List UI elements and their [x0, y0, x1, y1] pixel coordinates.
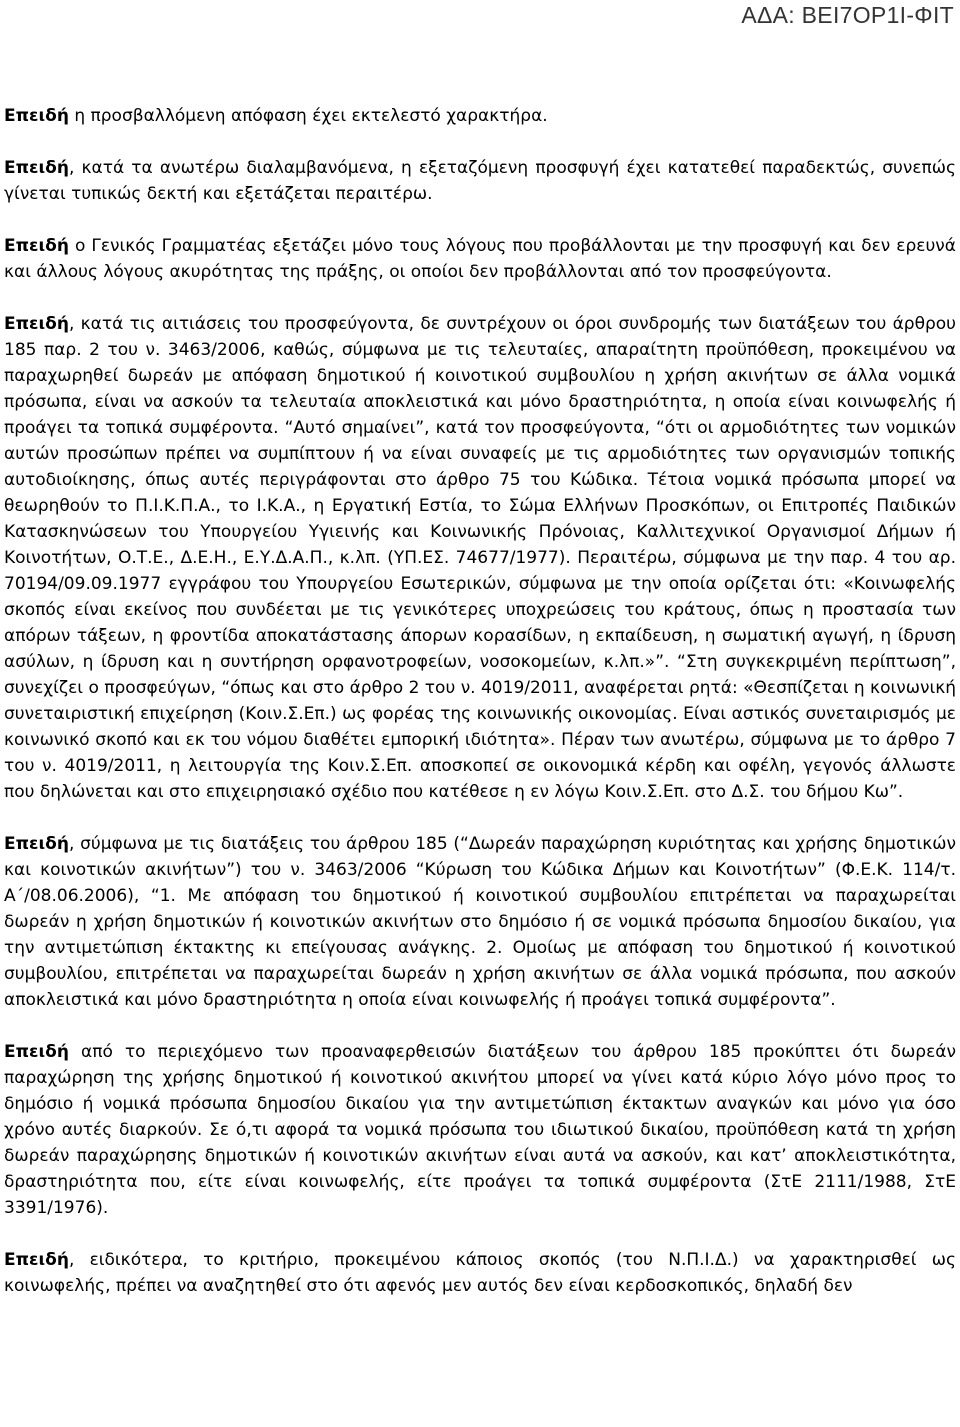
paragraph-lead: Επειδή	[4, 106, 69, 126]
paragraph-lead: Επειδή	[4, 1042, 69, 1062]
ada-code: ΑΔΑ: ΒΕΙ7ΟΡ1Ι-ΦΙΤ	[741, 2, 954, 28]
paragraph-text: από το περιεχόμενο των προαναφερθεισών διατάξεων του άρθρου 185 προκύπτει ότι δωρεάν παραχώρηση της χρήσης δημοτικού ή κοινοτικού ακινήτου μπορεί να γίνει κατά κύριο λόγο μόνο προς το δημόσιο ή νομικά πρόσωπα δημοσίου δικαίου για την αντιμετώπιση έκτακτων αναγκών και μόνο για όσο χρόνο αυτές διαρκούν. Σε ό,τι αφορά τα νομικά πρόσωπα του ιδιωτικού δικαίου, προϋπόθεση κατά τη χρήση δωρεάν παραχώρησης δημοτικών ή κοινοτικών ακινήτων είναι αυτά να ασκούν, και κατ’ αποκλειστικότητα, δραστηριότητα που, είτε είναι κοινωφελής, είτε προάγει τα τοπικά συμφέροντα (ΣτΕ 2111/1988, ΣτΕ 3391/1976).	[4, 1042, 956, 1218]
paragraph-text: , κατά τα ανωτέρω διαλαμβανόμενα, η εξεταζόμενη προσφυγή έχει κατατεθεί παραδεκτώς, συνεπώς γίνεται τυπικώς δεκτή και εξετάζεται περαιτέρω.	[4, 158, 956, 204]
paragraph-text: , σύμφωνα με τις διατάξεις του άρθρου 185 (“Δωρεάν παραχώρηση κυριότητας και χρήσης δημοτικών και κοινοτικών ακινήτων”) του ν. 3463/2006 “Κύρωση του Κώδικα Δήμων και Κοινοτήτων” (Φ.Ε.Κ. 114/τ. Α΄/08.06.2006), “1. Με απόφαση του δημοτικού ή κοινοτικού συμβουλίου επιτρέπεται να παραχωρείται δωρεάν η χρήση δημοτικών ή κοινοτικών ακινήτων στο δημόσιο ή σε νομικά πρόσωπα δημοσίου δικαίου, για την αντιμετώπιση έκτακτης κι επείγουσας ανάγκης. 2. Ομοίως με απόφαση του δημοτικού ή κοινοτικού συμβουλίου, επιτρέπεται να παραχωρείται δωρεάν η χρήση ακινήτων σε άλλα νομικά πρόσωπα, που ασκούν αποκλειστικά και μόνο δραστηριότητα η οποία είναι κοινωφελής ή προάγει τοπικά συμφέροντα”.	[4, 834, 956, 1010]
paragraph-executive-nature	[4, 103, 956, 129]
document-body	[4, 103, 956, 1299]
paragraph-text: η προσβαλλόμενη απόφαση έχει εκτελεστό χαρακτήρα.	[68, 106, 548, 126]
paragraph-article-185	[4, 831, 956, 1013]
paragraph-text: , ειδικότερα, το κριτήριο, προκειμένου κάποιος σκοπός (του Ν.Π.Ι.Δ.) να χαρακτηρισθεί ως κοινωφελής, πρέπει να αναζητηθεί στο ότι αφενός μεν αυτός δεν είναι κερδοσκοπικός, δηλαδή δεν	[4, 1250, 956, 1296]
paragraph-lead: Επειδή	[4, 236, 69, 256]
paragraph-public-benefit-criterion	[4, 1247, 956, 1299]
paragraph-lead: Επειδή	[4, 834, 69, 854]
paragraph-admissibility	[4, 155, 956, 207]
paragraph-text: ο Γενικός Γραμματέας εξετάζει μόνο τους λόγους που προβάλλονται με την προσφυγή και δεν ερευνά και άλλους λόγους ακυρότητας της πράξης, οι οποίοι δεν προβάλλονται από τον προσφεύγοντα.	[4, 236, 956, 282]
paragraph-scope-of-review	[4, 233, 956, 285]
paragraph-lead: Επειδή	[4, 1250, 69, 1270]
paragraph-interpretation	[4, 1039, 956, 1221]
paragraph-lead: Επειδή	[4, 158, 69, 178]
paragraph-appellant-claims	[4, 311, 956, 805]
paragraph-text: , κατά τις αιτιάσεις του προσφεύγοντα, δε συντρέχουν οι όροι συνδρομής των διατάξεων του άρθρου 185 παρ. 2 του ν. 3463/2006, καθώς, σύμφωνα με τις τελευταίες, απαραίτητη προϋπόθεση, προκειμένου να παραχωρηθεί δωρεάν με απόφαση δημοτικού ή κοινοτικού συμβουλίου η χρήση ακινήτων σε άλλα νομικά πρόσωπα, είναι να ασκούν τα τελευταία αποκλειστικά και μόνο δραστηριότητα, η οποία είναι κοινωφελής ή προάγει τα τοπικά συμφέροντα. “Αυτό σημαίνει”, κατά τον προσφεύγοντα, “ότι οι αρμοδιότητες των νομικών αυτών προσώπων πρέπει να συμπίπτουν ή να είναι συναφείς με τις αρμοδιότητες των οργανισμών τοπικής αυτοδιοίκησης, όπως αυτές περιγράφονται στο άρθρο 75 του Κώδικα. Τέτοια νομικά πρόσωπα μπορεί να θεωρηθούν το Π.Ι.Κ.Π.Α., το Ι.Κ.Α., η Εργατική Εστία, το Σώμα Ελλήνων Προσκόπων, οι Επιτροπές Παιδικών Κατασκηνώσεων του Υπουργείου Υγιεινής και Κοινωνικής Πρόνοιας, Καλλιτεχνικοί Οργανισμοί Δήμων ή Κοινοτήτων, Ο.Τ.Ε., Δ.Ε.Η., Ε.Υ.Δ.Α.Π., κ.λπ. (ΥΠ.ΕΣ. 74677/1977). Περαιτέρω, σύμφωνα με την παρ. 4 του αρ. 70194/09.09.1977 εγγράφου του Υπουργείου Εσωτερικών, σύμφωνα με την οποία ορίζεται ότι: «Κοινωφελής σκοπός είναι εκείνος που συνδέεται με τις γενικότερες υποχρεώσεις του κράτους, όπως η προστασία των απόρων τάξεων, η φροντίδα αποκατάστασης άπορων κορασίδων, η εκπαίδευση, η σωματική αγωγή, η ίδρυση ασύλων, η ίδρυση και η συντήρηση ορφανοτροφείων, νοσοκομείων, κ.λπ.»”. “Στη συγκεκριμένη περίπτωση”, συνεχίζει ο προσφεύγων, “όπως και στο άρθρο 2 του ν. 4019/2011, αναφέρεται ρητά: «Θεσπίζεται η κοινωνική συνεταιριστική επιχείρηση (Κοιν.Σ.Επ.) ως φορέας της κοινωνικής οικονομίας. Είναι αστικός συνεταιρισμός με κοινωνικό σκοπό και εκ του νόμου διαθέτει εμπορική ιδιότητα». Πέραν των ανωτέρω, σύμφωνα με το άρθρο 7 του ν. 4019/2011, η λειτουργία της Κοιν.Σ.Επ. αποσκοπεί σε οικονομικά κέρδη και οφέλη, γεγονός άλλωστε που δηλώνεται και στο επιχειρησιακό σχέδιο που κατέθεσε η εν λόγω Κοιν.Σ.Επ. στο Δ.Σ. του δήμου Κω”.	[4, 314, 956, 802]
paragraph-lead: Επειδή	[4, 314, 69, 334]
